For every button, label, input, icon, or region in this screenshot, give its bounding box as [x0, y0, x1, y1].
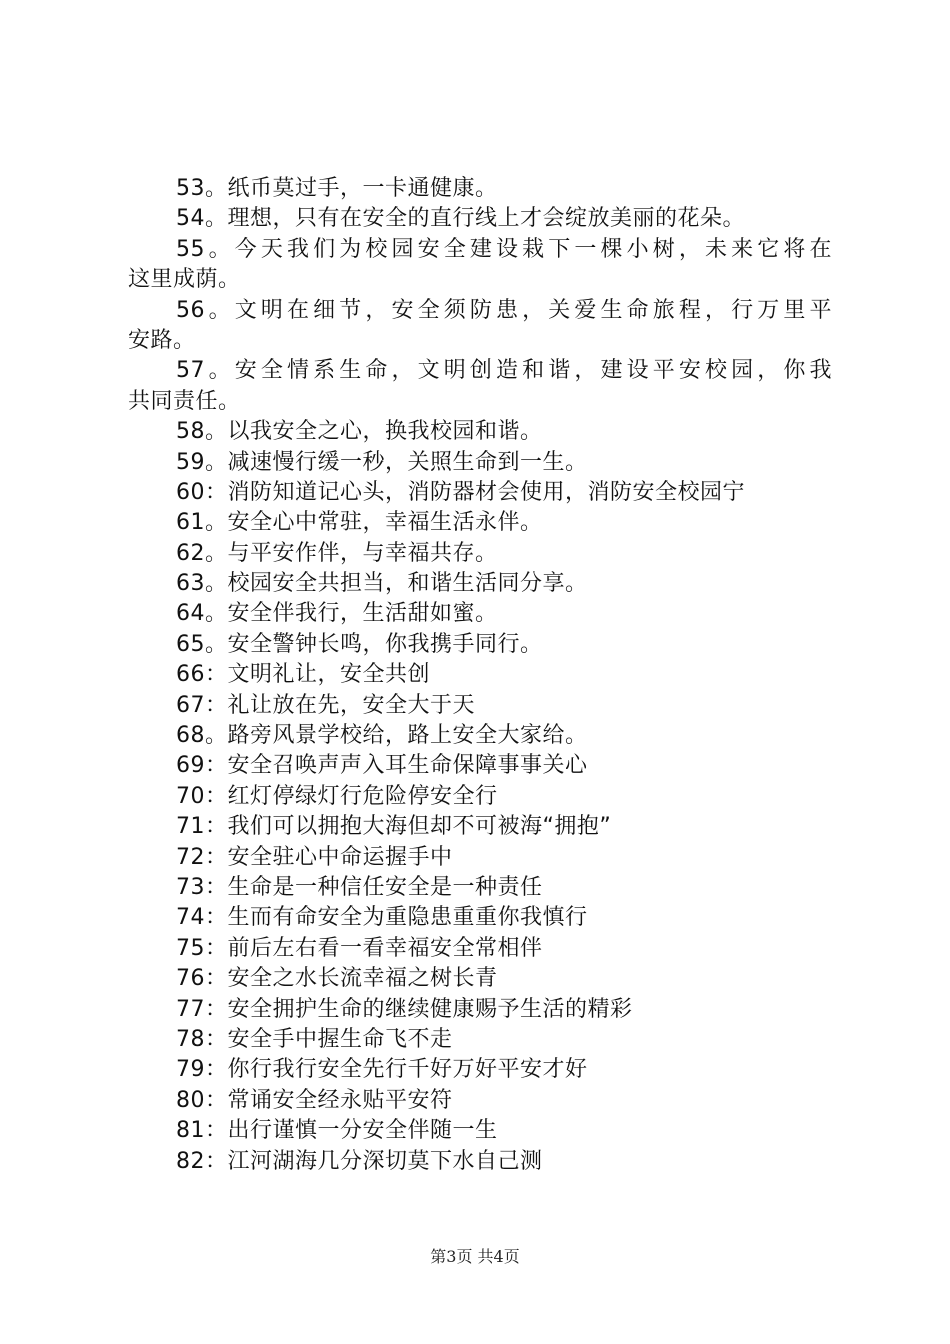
slogan-line: 63。校园安全共担当，和谐生活同分享。	[176, 571, 588, 597]
slogan-line: 67：礼让放在先，安全大于天	[176, 692, 475, 718]
slogan-line: 68。路旁风景学校给，路上安全大家给。	[176, 723, 588, 749]
slogan-line: 81：出行谨慎一分安全伴随一生	[176, 1118, 498, 1144]
page-footer: 第3页 共4页	[430, 1247, 520, 1266]
slogan-line: 69：安全召唤声声入耳生命保障事事关心	[176, 753, 588, 779]
slogan-line: 65。安全警钟长鸣，你我携手同行。	[176, 631, 543, 657]
slogan-line: 82：江河湖海几分深切莫下水自己测	[176, 1148, 543, 1174]
slogan-line: 53。纸币莫过手，一卡通健康。	[176, 176, 498, 201]
slogan-line-continuation: 这里成荫。	[128, 267, 241, 293]
slogan-line: 64。安全伴我行，生活甜如蜜。	[176, 601, 498, 627]
slogan-line: 71：我们可以拥抱大海但却不可被海“拥抱”	[176, 814, 612, 840]
slogan-line: 58。以我安全之心，换我校园和谐。	[176, 419, 543, 445]
slogan-line: 77：安全拥护生命的继续健康赐予生活的精彩	[176, 996, 633, 1022]
slogan-line: 70：红灯停绿灯行危险停安全行	[176, 783, 498, 809]
slogan-line: 59。减速慢行缓一秒，关照生命到一生。	[176, 449, 588, 475]
slogan-line: 75：前后左右看一看幸福安全常相伴	[176, 935, 543, 961]
slogan-line: 57。安全情系生命，文明创造和谐，建设平安校园，你我	[176, 358, 832, 384]
slogan-line: 55。今天我们为校园安全建设栽下一棵小树，未来它将在	[176, 236, 832, 262]
slogan-line: 56。文明在细节，安全须防患，关爱生命旅程，行万里平	[176, 297, 832, 323]
document-body	[128, 174, 832, 1177]
slogan-line: 79：你行我行安全先行千好万好平安才好	[176, 1057, 588, 1083]
slogan-line: 76：安全之水长流幸福之树长青	[176, 966, 498, 992]
slogan-line: 73：生命是一种信任安全是一种责任	[176, 874, 543, 900]
slogan-line: 78：安全手中握生命飞不走	[176, 1026, 453, 1052]
slogan-line: 62。与平安作伴，与幸福共存。	[176, 540, 498, 566]
slogan-line: 74：生而有命安全为重隐患重重你我慎行	[176, 905, 588, 931]
slogan-line: 80：常诵安全经永贴平安符	[176, 1087, 453, 1113]
slogan-line-continuation: 共同责任。	[128, 388, 241, 414]
slogan-line-continuation: 安路。	[128, 327, 196, 353]
slogan-line: 61。安全心中常驻，幸福生活永伴。	[176, 510, 543, 536]
slogan-line: 72：安全驻心中命运握手中	[176, 844, 453, 870]
slogan-line: 66：文明礼让，安全共创	[176, 662, 430, 688]
slogan-line: 54。理想，只有在安全的直行线上才会绽放美丽的花朵。	[176, 206, 745, 232]
slogan-line: 60：消防知道记心头，消防器材会使用，消防安全校园宁	[176, 479, 745, 505]
